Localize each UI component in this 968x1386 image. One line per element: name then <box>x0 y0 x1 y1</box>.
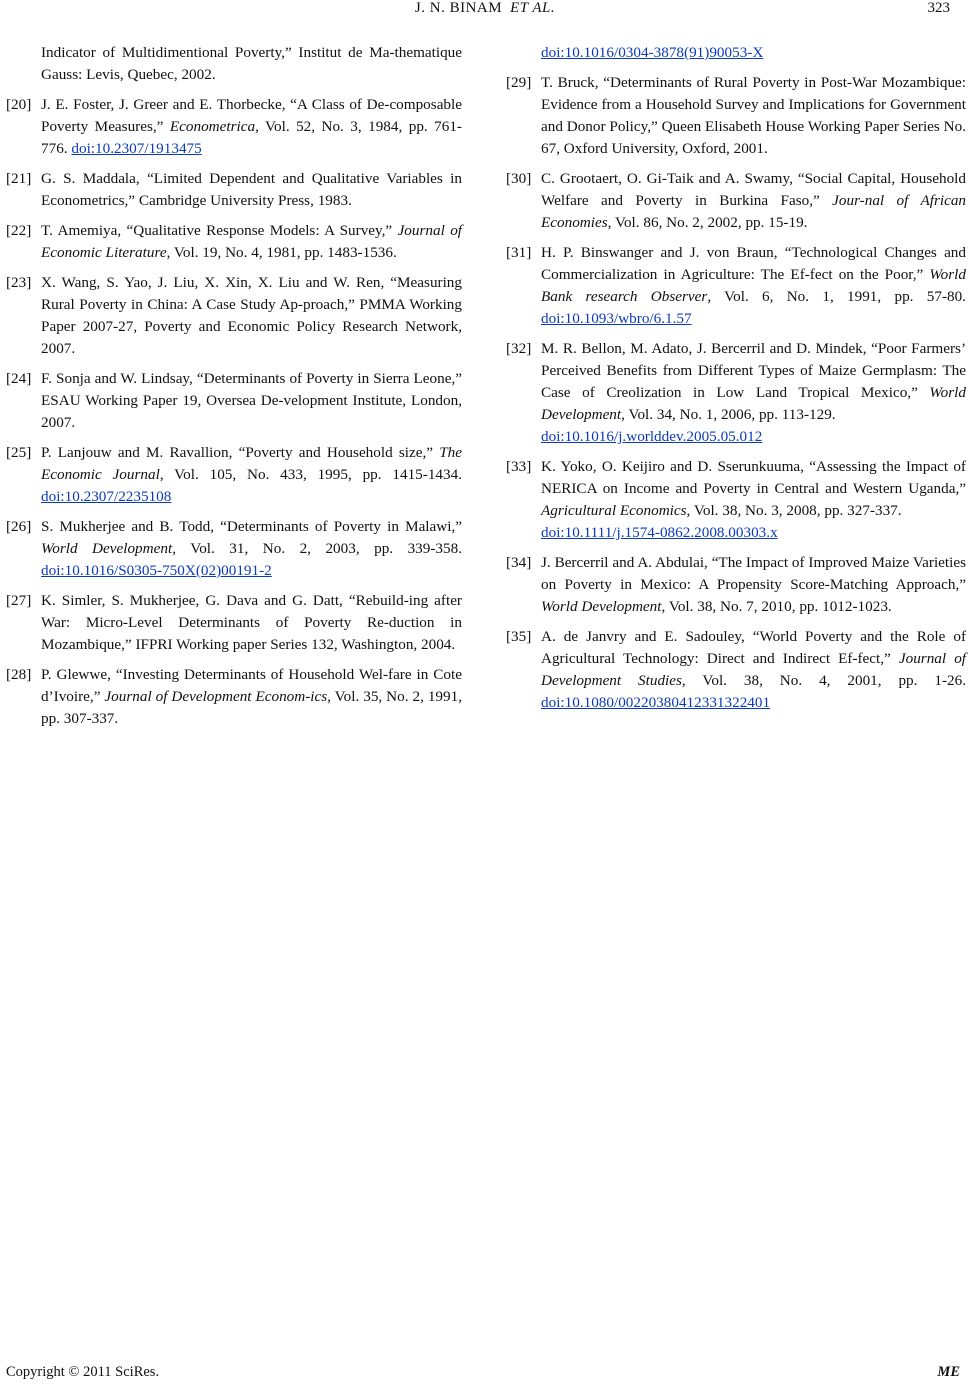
reference-item <box>6 168 462 212</box>
reference-segment: , Vol. 86, No. 2, 2002, pp. 15-19. <box>607 214 808 231</box>
reference-segment: G. S. Maddala, “Limited Dependent and Qualitative Variables in Econometrics,” Cambridge University Press, 1983. <box>41 170 462 209</box>
reference-item <box>506 626 966 714</box>
reference-number: [25] <box>6 444 32 461</box>
reference-item <box>506 456 966 544</box>
reference-number: [34] <box>506 554 532 571</box>
reference-text <box>41 168 462 212</box>
reference-segment: , Vol. 19, No. 4, 1981, pp. 1483-1536. <box>166 244 397 261</box>
journal-title: Journal of Development Studies <box>541 650 967 689</box>
reference-item <box>506 168 966 234</box>
reference-number: [27] <box>6 592 32 609</box>
doi-link[interactable]: doi:10.1093/wbro/6.1.57 <box>541 310 692 327</box>
journal-title: Agricultural Economics <box>541 502 687 519</box>
reference-segment: , Vol. 105, No. 433, 1995, pp. 1415-1434. <box>159 466 462 483</box>
reference-item <box>6 590 462 656</box>
reference-segment: K. Yoko, O. Keijiro and D. Sserunkuuma, “Assessing the Impact of NERICA on Income and Poverty in Central and Western Uganda,” <box>541 458 966 497</box>
reference-segment: M. R. Bellon, M. Adato, J. Bercerril and D. Mindek, “Poor Farmers’ Perceived Benefits from Different Types of Maize Germplasm: The Case of Creolization in Low Land Tropical Mexico,” <box>541 340 966 401</box>
reference-segment: X. Wang, S. Yao, J. Liu, X. Xin, X. Liu and W. Ren, “Measuring Rural Poverty in China: A Case Study Ap-proach,” PMMA Working Paper 2007-27, Poverty and Economic Policy Research Network, 2007. <box>41 274 462 357</box>
reference-segment: , Vol. 38, No. 3, 2008, pp. 327-337. <box>686 502 902 519</box>
reference-item <box>6 220 462 264</box>
reference-continuation <box>6 42 462 86</box>
reference-item <box>6 516 462 582</box>
reference-segment: A. de Janvry and E. Sadouley, “World Poverty and the Role of Agricultural Technology: Direct and Indirect Ef-fect,” <box>541 628 966 667</box>
doi-link[interactable]: doi:10.1016/S0305-750X(02)00191-2 <box>41 562 272 579</box>
doi-link[interactable]: doi:10.1016/j.worlddev.2005.05.012 <box>541 428 763 445</box>
journal-title: Jour-nal of African Economies <box>541 192 967 231</box>
doi-link[interactable]: doi:10.1016/0304-3878(91)90053-X <box>541 44 764 61</box>
references-left-column <box>6 42 462 738</box>
reference-text <box>41 368 462 434</box>
reference-text <box>541 72 966 160</box>
header-etal: ET AL. <box>510 0 556 16</box>
reference-segment: C. Grootaert, O. Gi-Taik and A. Swamy, “Social Capital, Household Welfare and Poverty in Burkina Faso,” <box>541 170 966 209</box>
reference-segment: S. Mukherjee and B. Todd, “Determinants of Poverty in Malawi,” <box>41 518 462 535</box>
reference-text <box>541 552 966 618</box>
reference-item <box>506 552 966 618</box>
reference-item <box>6 272 462 360</box>
reference-text <box>541 626 966 714</box>
reference-number: [30] <box>506 170 532 187</box>
doi-link[interactable]: doi:10.1080/00220380412331322401 <box>541 694 771 711</box>
reference-segment: , Vol. 38, No. 7, 2010, pp. 1012-1023. <box>661 598 892 615</box>
page-number: 323 <box>927 0 950 16</box>
doi-link[interactable]: doi:10.2307/1913475 <box>71 140 202 157</box>
reference-segment: T. Bruck, “Determinants of Rural Poverty in Post-War Mozambique: Evidence from a Household Survey and Implications for Government and Donor Policy,” Queen Elisabeth House Working Paper Series No. 67, Oxford University, Oxford, 2001. <box>541 74 966 157</box>
journal-title: World Development <box>541 598 662 615</box>
reference-number: [20] <box>6 96 32 113</box>
reference-item <box>6 664 462 730</box>
reference-item <box>6 94 462 160</box>
doi-link[interactable]: doi:10.2307/2235108 <box>41 488 172 505</box>
reference-segment: , Vol. 31, No. 2, 2003, pp. 339-358. <box>172 540 462 557</box>
reference-number: [32] <box>506 340 532 357</box>
journal-title: World Development <box>41 540 173 557</box>
reference-text <box>41 42 462 86</box>
reference-number: [33] <box>506 458 532 475</box>
reference-segment: , Vol. 34, No. 1, 2006, pp. 113-129. <box>621 406 836 423</box>
reference-number: [29] <box>506 74 532 91</box>
reference-number: [24] <box>6 370 32 387</box>
running-header <box>0 0 968 24</box>
reference-segment: P. Lanjouw and M. Ravallion, “Poverty and Household size,” <box>41 444 440 461</box>
reference-segment: F. Sonja and W. Lindsay, “Determinants of Poverty in Sierra Leone,” ESAU Working Paper 19, Oversea De-velopment Institute, London, 2007. <box>41 370 462 431</box>
reference-text <box>41 272 462 360</box>
references-right-column <box>506 42 966 722</box>
journal-title: World Development <box>541 384 966 423</box>
reference-segment: P. Glewwe, “Investing Determinants of Household Wel-fare in Cote d’Ivoire,” <box>41 666 462 705</box>
reference-segment: J. Bercerril and A. Abdulai, “The Impact of Improved Maize Varieties on Poverty in Mexico: A Propensity Score-Matching Approach,” <box>541 554 966 593</box>
reference-number: [21] <box>6 170 32 187</box>
reference-segment: , Vol. 38, No. 4, 2001, pp. 1-26. <box>681 672 967 689</box>
reference-number: [23] <box>6 274 32 291</box>
reference-item <box>6 442 462 508</box>
copyright-notice: Copyright © 2011 SciRes. <box>6 1364 160 1380</box>
journal-title: The Economic Journal <box>41 444 462 483</box>
reference-text <box>541 42 966 64</box>
reference-segment: , Vol. 35, No. 2, 1991, pp. 307-337. <box>41 688 463 727</box>
journal-title: Journal of Development Econom-ics <box>104 688 328 705</box>
reference-item <box>506 242 966 330</box>
reference-number: [26] <box>6 518 32 535</box>
reference-number: [31] <box>506 244 532 261</box>
reference-segment: T. Amemiya, “Qualitative Response Models: A Survey,” <box>41 222 398 239</box>
reference-segment: J. E. Foster, J. Greer and E. Thorbecke, “A Class of De-composable Poverty Measures,” <box>41 96 462 135</box>
journal-title: Journal of Economic Literature <box>41 222 463 261</box>
reference-segment: Indicator of Multidimentional Poverty,” Institut de Ma-thematique Gauss: Levis, Quebec, 2002. <box>41 44 462 83</box>
reference-text <box>41 94 462 160</box>
journal-title: Econometrica <box>169 118 256 135</box>
reference-text <box>41 516 462 582</box>
reference-text <box>41 442 462 508</box>
page-footer <box>6 1364 964 1381</box>
reference-segment: H. P. Binswanger and J. von Braun, “Technological Changes and Commercialization in Agriculture: The Ef-fect on the Poor,” <box>541 244 966 283</box>
reference-text <box>41 590 462 656</box>
journal-tag: ME <box>937 1364 960 1380</box>
reference-text <box>541 456 966 544</box>
reference-number: [35] <box>506 628 532 645</box>
reference-text <box>541 338 966 448</box>
reference-text <box>41 664 462 730</box>
reference-segment: , Vol. 6, No. 1, 1991, pp. 57-80. <box>707 288 966 305</box>
reference-text <box>41 220 462 264</box>
reference-segment: , Vol. 52, No. 3, 1984, pp. 761-776. <box>41 118 462 157</box>
header-author: J. N. BINAM <box>414 0 503 16</box>
reference-number: [28] <box>6 666 32 683</box>
journal-title: World Bank research Observer <box>541 266 966 305</box>
doi-link[interactable]: doi:10.1111/j.1574-0862.2008.00303.x <box>541 524 778 541</box>
reference-item <box>506 72 966 160</box>
reference-item <box>6 368 462 434</box>
reference-item <box>506 338 966 448</box>
reference-continuation <box>506 42 966 64</box>
running-title <box>340 0 630 17</box>
reference-segment: K. Simler, S. Mukherjee, G. Dava and G. Datt, “Rebuild-ing after War: Micro-Level Determinants of Poverty Re-duction in Mozambique,” IFPRI Working paper Series 132, Washington, 2004. <box>41 592 462 653</box>
reference-text <box>541 168 966 234</box>
reference-text <box>541 242 966 330</box>
reference-number: [22] <box>6 222 32 239</box>
